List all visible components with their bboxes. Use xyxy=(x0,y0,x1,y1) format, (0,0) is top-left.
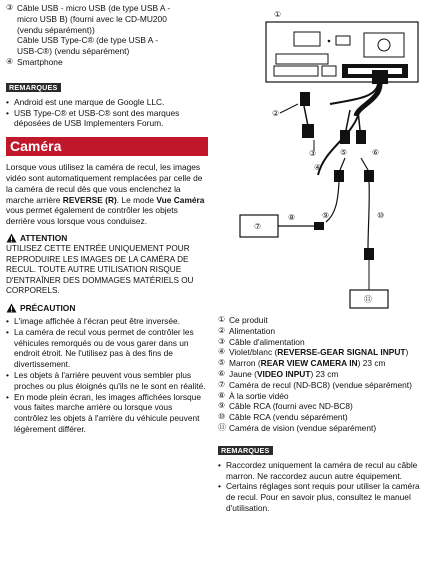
list-item: • Android est une marque de Google LLC. xyxy=(6,97,208,108)
legend-item: ⑤ Marron (REAR VIEW CAMERA IN) 23 cm xyxy=(218,358,386,369)
remarks-box xyxy=(6,77,208,129)
diagram-label-9: ⑨ xyxy=(322,211,330,220)
intro-paragraph: Lorsque vous utilisez la caméra de recul, les images vidéo sont automatiquement remplacées par celle de la caméra de recul dès que vous enclenchez la marche arrière REVERSE (R). Le mode Vue Caméra vous permet également de contrôler les objets derrière vous lorsque vous conduisez. xyxy=(6,162,205,227)
list-item: • Les objets à l'arrière peuvent vous sembler plus proches ou plus éloignés qu'ils ne le sont en réalité. xyxy=(6,370,208,392)
list-number: ③ xyxy=(6,3,14,12)
legend-item: ③ Câble d'alimentation xyxy=(218,336,305,347)
diagram-label-10: ⑩ xyxy=(377,211,385,220)
list-item: • En mode plein écran, les images affichées lorsque vous faites marche arrière ou lorsque vous contrôlez les objets à l'arrière du véhicule peuvent légèrement différer. xyxy=(6,392,208,435)
left-column xyxy=(6,0,208,435)
diagram-label-3: ③ xyxy=(309,149,317,158)
legend-item: ⑦ Caméra de recul (ND-BC8) (vendue séparément) xyxy=(218,379,412,390)
diagram-label-5: ⑤ xyxy=(340,148,348,157)
list-item: • L'image affichée à l'écran peut être inversée. xyxy=(6,316,208,327)
legend-item: ⑨ Câble RCA (fourni avec ND-BC8) xyxy=(218,401,353,412)
remarks-label: REMARQUES xyxy=(6,83,61,92)
legend-item: ④ Violet/blanc (REVERSE-GEAR SIGNAL INPUT) xyxy=(218,347,409,358)
diagram-label-8: ⑧ xyxy=(288,213,296,222)
list-item: • USB Type-C® et USB-C® sont des marques déposées de USB Implementers Forum. xyxy=(6,108,208,130)
remarks-list xyxy=(218,460,430,514)
list-item: • La caméra de recul vous permet de contrôler les véhicules remorqués ou de vous garer dans un endroit étroit. Ne l'utilisez pas à des fins de divertissement. xyxy=(6,327,208,370)
legend-item: ② Alimentation xyxy=(218,325,276,336)
attention-heading: ATTENTION xyxy=(6,233,208,244)
right-column xyxy=(218,0,430,514)
remarks-box xyxy=(218,440,430,514)
warning-icon xyxy=(6,303,17,313)
precaution-list xyxy=(6,316,208,435)
warning-icon xyxy=(6,233,17,243)
diagram-label-4: ④ xyxy=(314,163,322,172)
list-item: ④ Smartphone xyxy=(6,56,63,67)
list-number: ④ xyxy=(6,56,14,66)
legend-item: ⑩ Câble RCA (vendu séparément) xyxy=(218,412,348,423)
list-item: ③ Câble USB - micro USB (de type USB A - micro USB B) (fourni avec le CD-MU200 (vendu séparément)) Câble USB Type-C® (de type USB A - USB-C®) (vendu séparément) xyxy=(6,3,171,57)
legend-item: ⑪ Caméra de vision (vendue séparément) xyxy=(218,422,377,433)
top-list xyxy=(6,3,208,68)
remarks-list xyxy=(6,97,208,129)
connection-diagram xyxy=(218,0,430,315)
section-title: Caméra xyxy=(6,137,208,156)
legend-list xyxy=(218,315,430,434)
legend-item: ① Ce produit xyxy=(218,315,268,325)
legend-item: ⑥ Jaune (VIDEO INPUT) 23 cm xyxy=(218,368,339,379)
list-item: • Certains réglages sont requis pour utiliser la caméra de recul. Pour en savoir plus, consultez le manuel d'utilisation. xyxy=(218,481,430,513)
precaution-heading: PRÉCAUTION xyxy=(6,303,208,314)
diagram-label-2: ② xyxy=(272,109,280,118)
legend-item: ⑧ À la sortie vidéo xyxy=(218,390,289,401)
attention-text: UTILISEZ CETTE ENTRÉE UNIQUEMENT POUR REPRODUIRE LES IMAGES DE LA CAMÉRA DE RECUL. TOUTE AUTRE UTILISATION RISQUE D'ENTRAÎNER DES DOMMAGES MATÉRIELS OU CORPORELS. xyxy=(6,243,194,296)
diagram-label-6: ⑥ xyxy=(372,148,380,157)
diagram-label-1: ① xyxy=(274,10,282,19)
list-item: • Raccordez uniquement la caméra de recul au câble marron. Ne raccordez aucun autre équipement. xyxy=(218,460,430,482)
diagram-label-11: ⑪ xyxy=(364,295,372,304)
diagram-label-7: ⑦ xyxy=(254,222,262,231)
remarks-label: REMARQUES xyxy=(218,446,273,455)
